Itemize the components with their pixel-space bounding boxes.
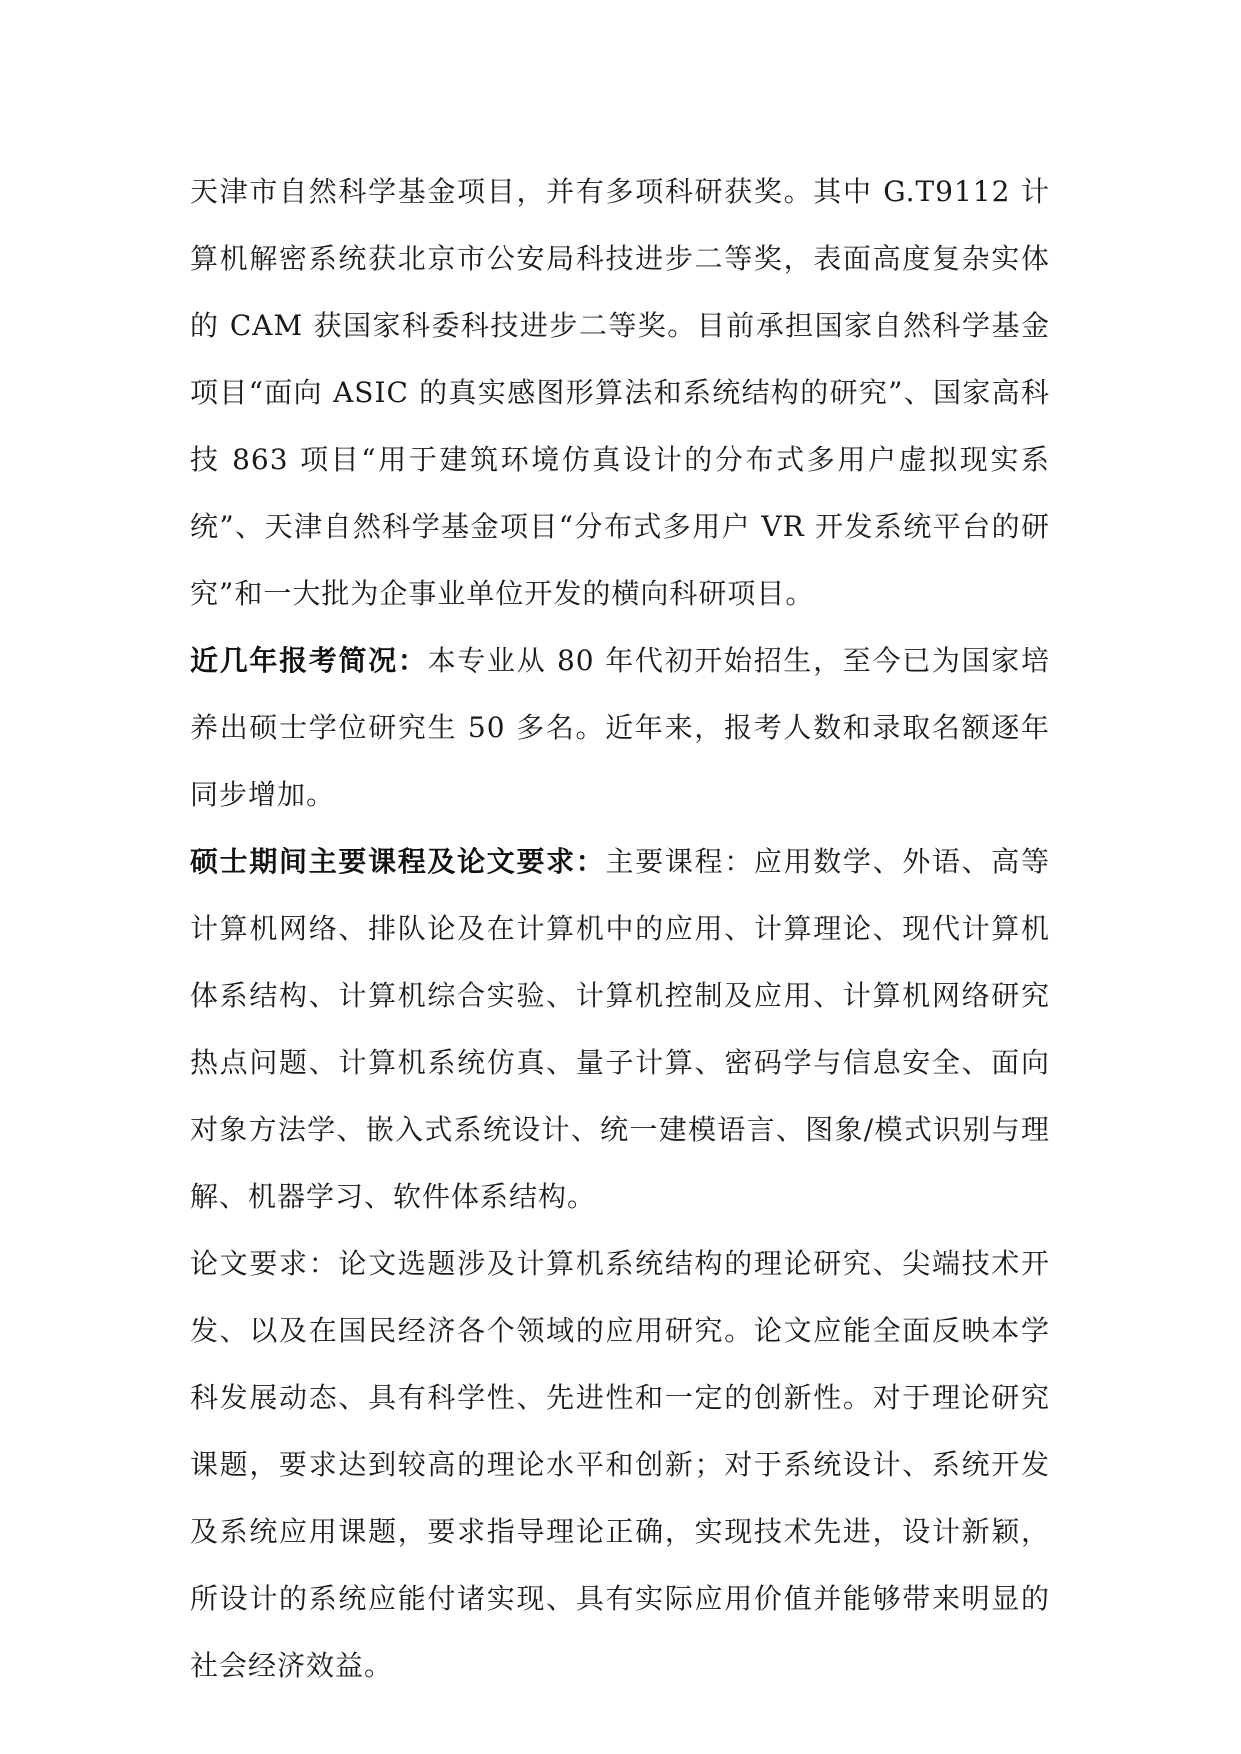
paragraph-enrollment-overview <box>190 627 1050 828</box>
heading-enrollment-overview: 近几年报考简况： <box>190 644 428 677</box>
document-body <box>190 158 1050 1699</box>
text-courses: 主要课程：应用数学、外语、高等计算机网络、排队论及在计算机中的应用、计算理论、现代计算机体系结构、计算机综合实验、计算机控制及应用、计算机网络研究热点问题、计算机系统仿真、量子计算、密码学与信息安全、面向对象方法学、嵌入式系统设计、统一建模语言、图象/模式识别与理解、机器学习、软件体系结构。 <box>190 845 1050 1213</box>
text-enrollment-overview: 本专业从 80 年代初开始招生，至今已为国家培养出硕士学位研究生 50 多名。近年来，报考人数和录取名额逐年同步增加。 <box>190 644 1050 811</box>
paragraph-courses <box>190 828 1050 1230</box>
heading-courses: 硕士期间主要课程及论文要求： <box>190 845 606 878</box>
paragraph-research-projects: 天津市自然科学基金项目，并有多项科研获奖。其中 G.T9112 计算机解密系统获北京市公安局科技进步二等奖，表面高度复杂实体的 CAM 获国家科委科技进步二等奖。目前承担国家自然科学基金项目“面向 ASIC 的真实感图形算法和系统结构的研究”、国家高科技 863 项目“用于建筑环境仿真设计的分布式多用户虚拟现实系统”、天津自然科学基金项目“分布式多用户 VR 开发系统平台的研究”和一大批为企事业单位开发的横向科研项目。 <box>190 175 1050 610</box>
paragraph-thesis-requirements: 论文要求：论文选题涉及计算机系统结构的理论研究、尖端技术开发、以及在国民经济各个领域的应用研究。论文应能全面反映本学科发展动态、具有科学性、先进性和一定的创新性。对于理论研究课题，要求达到较高的理论水平和创新；对于系统设计、系统开发及系统应用课题，要求指导理论正确，实现技术先进，设计新颖，所设计的系统应能付诸实现、具有实际应用价值并能够带来明显的社会经济效益。 <box>190 1247 1050 1682</box>
